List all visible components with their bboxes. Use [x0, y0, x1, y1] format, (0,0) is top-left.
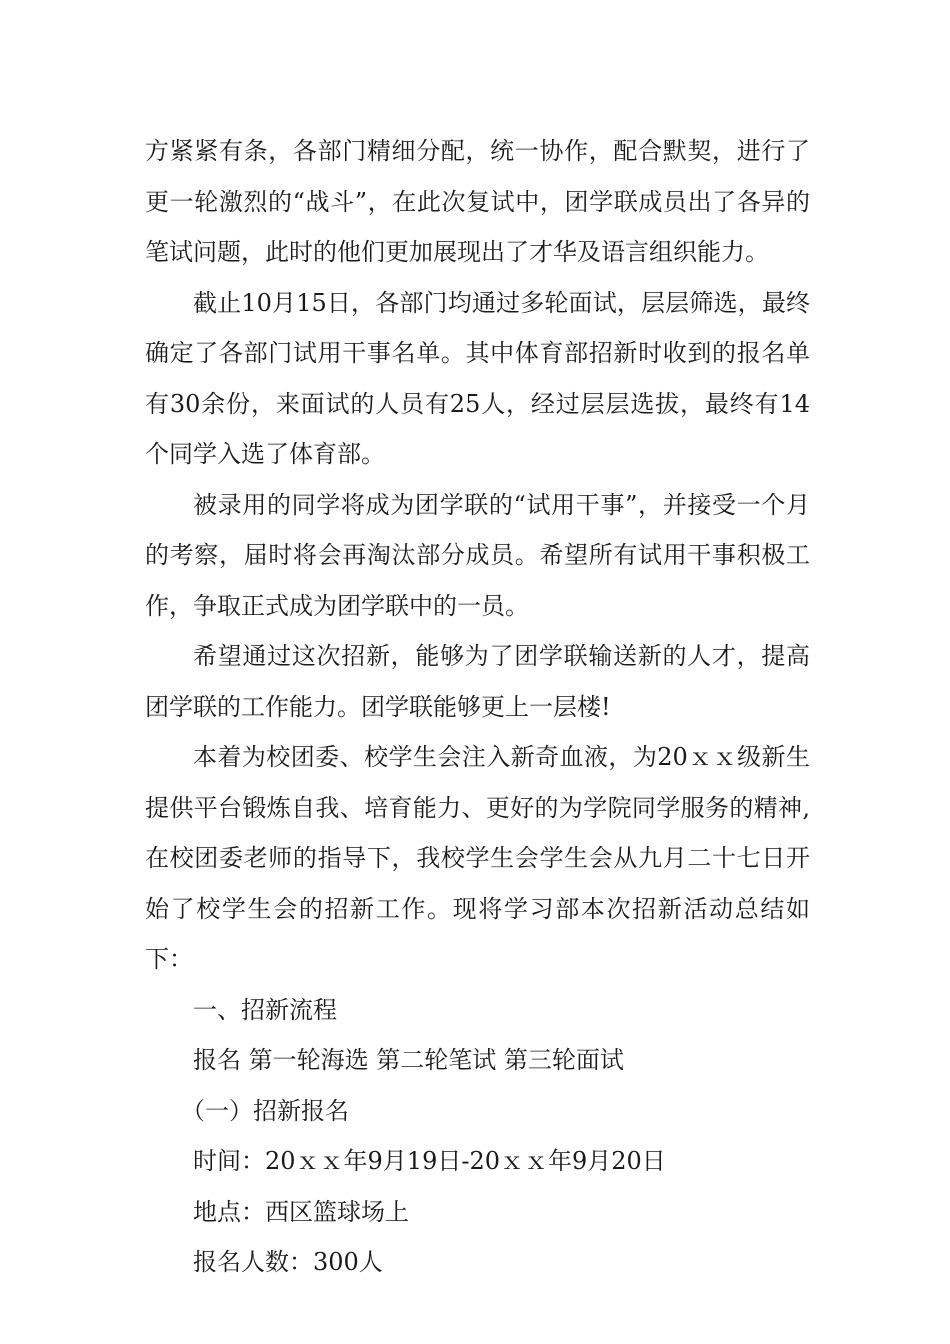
- paragraph-continuation: 方紧紧有条，各部门精细分配，统一协作，配合默契，进行了更一轮激烈的“战斗”，在此次复试中，团学联成员出了各异的笔试问题，此时的他们更加展现出了才华及语言组织能力。: [145, 137, 810, 266]
- location-line: 地点：西区篮球场上: [193, 1197, 409, 1226]
- paragraph-trial-staff: 被录用的同学将成为团学联的“试用干事”，并接受一个月的考察，届时将会再淘汰部分成员。希望所有试用干事积极工作，争取正式成为团学联中的一员。: [145, 490, 810, 620]
- section-heading: 一、招新流程: [193, 995, 337, 1024]
- paragraph-hope: 希望通过这次招新，能够为了团学联输送新的人才，提高团学联的工作能力。团学联能够更上一层楼!: [145, 642, 810, 721]
- process-steps: 报名 第一轮海选 第二轮笔试 第三轮面试: [193, 1046, 624, 1074]
- document-body: [145, 126, 810, 1288]
- count-line: 报名人数：300人: [193, 1248, 383, 1276]
- paragraph-intro: 本着为校团委、校学生会注入新奇血液，为20ｘｘ级新生提供平台锻炼自我、培育能力、更好的为学院同学服务的精神,在校团委老师的指导下，我校学生会学生会从九月二十七日开始了校学生会的招新工作。现将学习部本次招新活动总结如下：: [145, 743, 810, 973]
- time-line: 时间：20ｘｘ年9月19日-20ｘｘ年9月20日: [193, 1147, 666, 1175]
- subsection-heading: （一）招新报名: [181, 1096, 349, 1125]
- paragraph-deadline: 截止10月15日，各部门均通过多轮面试，层层筛选，最终确定了各部门试用干事名单。其中体育部招新时收到的报名单有30余份，来面试的人员有25人，经过层层选拔，最终有14个同学入选了体育部。: [145, 288, 810, 468]
